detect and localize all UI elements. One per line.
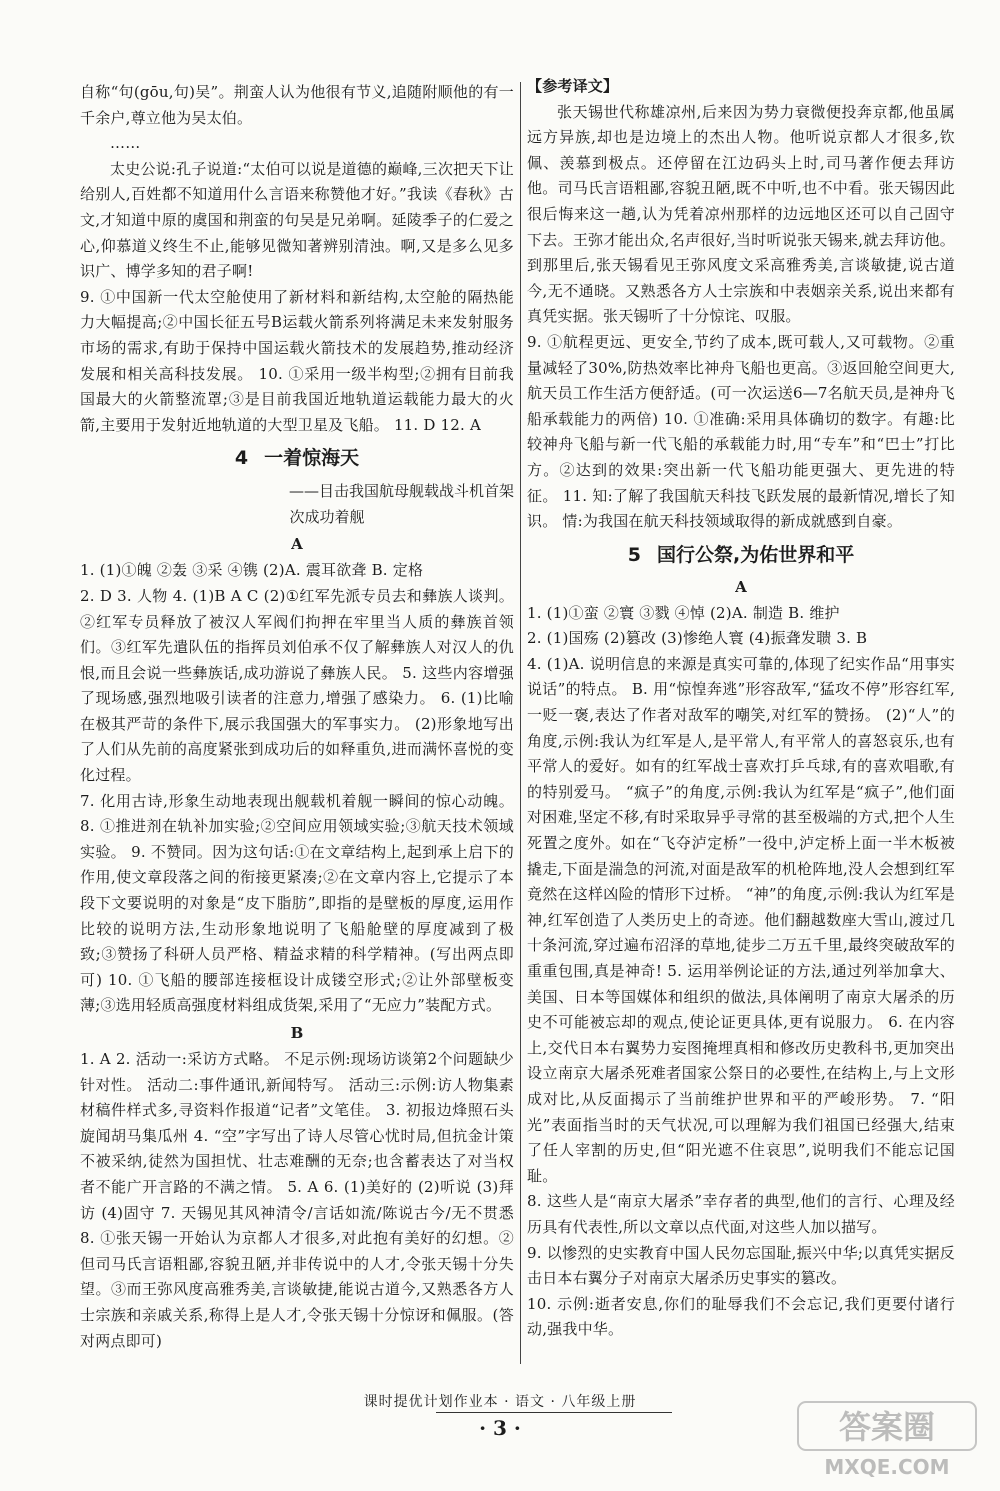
footer-rule — [436, 1412, 672, 1413]
left-para-2: 太史公说:孔子说道:“太伯可以说是道德的巅峰,三次把天下让给别人,百姓都不知道用什么言语来称赞他才好。”我读《春秋》古文,才知道中原的虞国和荆蛮的句吴是兄弟啊。延陵季子的仁爱之心,仰慕道义终生不止,能够见微知著辨别清浊。啊,又是多么见多识广、博学多知的君子啊! — [80, 159, 514, 281]
section-5-number: 5 — [627, 543, 641, 566]
left-para-3: 9. ①中国新一代太空舱使用了新材料和新结构,太空舱的隔热能力大幅提高;②中国长征五号B运载火箭系列将满足未来发射服务市场的需求,有助于保持中国运载火箭技术的发展趋势,推动经济发展和相关高科技发展。 10. ①采用一级半构型;②拥有目前我国最大的火箭整流罩;③是目前我国近地轨道运载能力最大的火箭,主要用于发射近地轨道的大型卫星及飞船。 11. D 12. A — [80, 287, 514, 434]
section-4-subtitle-line-1: ——目击我国航母舰载战斗机首架 — [288, 482, 514, 501]
part-a-label: A — [291, 535, 303, 554]
section-5-heading — [527, 541, 955, 569]
ellipsis: …… — [110, 134, 141, 153]
watermark-logo — [792, 1398, 982, 1482]
right-para-1: 张天锡世代称雄凉州,后来因为势力衰微便投奔京都,他虽属远方异族,却也是边境上的杰出人物。他听说京都人才很多,钦佩、羡慕到极点。还停留在江边码头上时,司马著作便去拜访他。司马氏言语粗鄙,容貌丑陋,既不中听,也不中看。张天锡因此很后悔来这一趟,认为凭着凉州那样的边远地区还可以自己固守下去。王弥才能出众,名声很好,当时听说张天锡来,就去拜访他。到那里后,张天锡看见王弥风度文采高雅秀美,言谈敏捷,说古道今,无不通晓。又熟悉各方人士宗族和中表姻亲关系,说出来都有真凭实据。张天锡听了十分惊诧、叹服。 — [527, 102, 955, 326]
column-divider — [520, 82, 521, 1364]
part-a-label-right: A — [735, 577, 747, 596]
left-para-4: 1. (1)①魄 ②轰 ③采 ④镌 (2)A. 震耳欲聋 B. 定格 2. D 3. 人物 4. (1)B A C (2)①红军先派专员去和彝族人谈判。②红军专员释放了被汉人军阀们拘押在牢里当人质的彝族首领们。③红军先遣队伍的指挥员刘伯承不仅了解彝族人对汉人的仇恨,而且会说一些彝族话,成功游说了彝族人民。 5. 这些内容增强了现场感,强烈地吸引读者的注意力,增强了感染力。 6. (1)比喻在极其严苛的条件下,展示我国强大的军事实力。 (2)形象地写出了人们从先前的高度紧张到成功后的如释重负,进而满怀喜悦的变化过程。 7. 化用古诗,形象生动地表现出舰载机着舰一瞬间的惊心动魄。 8. ①推进剂在轨补加实验;②空间应用领域实验;③航天技术领域实验。 9. 不赞同。因为这句话:①在文章结构上,起到承上启下的作用,使文章段落之间的衔接更紧凑;②在文章内容上,它提示了本段下文要说明的对象是“皮下脂肪”,即指的是壁板的厚度,运用作比较的说明方法,生动形象地说明了飞船舱壁的厚度减到了极致;③赞扬了科研人员严格、精益求精的科学精神。(写出两点即可) 10. ①飞船的腰部连接框设计成镂空形式;②让外部壁板变薄;③选用轻质高强度材料组成货架,采用了“无应力”装配方式。 — [80, 561, 514, 1015]
right-column — [527, 77, 955, 1343]
watermark-domain: MXQE.COM — [824, 1455, 950, 1479]
section-4-subtitle-line-2: 次成功着舰 — [289, 508, 365, 527]
right-para-3: 1. (1)①蛮 ②寰 ③戮 ④悼 (2)A. 制造 B. 维护 2. (1)国殇 (2)篡改 (3)惨绝人寰 (4)振聋发聩 3. B 4. (1)A. 说明信息的来源是真实可靠的,体现了纪实作品“用事实说话”的特点。 B. 用“惊惶奔逃”形容敌军,“猛攻不停”形容红军,一贬一褒,表达了作者对敌军的嘲笑,对红军的赞扬。 (2)“人”的角度,示例:我认为红军是人,是平常人,有平常人的喜怒哀乐,也有平常人的爱好。如有的红军战士喜欢打乒乓球,有的喜欢唱歌,有的特别爱马。 “疯子”的角度,示例:我认为红军是“疯子”,他们面对困难,坚定不移,有时采取异乎寻常的甚至极端的方式,把个人生死置之度外。如在“飞夺泸定桥”一役中,泸定桥上面一半木板被撬走,下面是湍急的河流,对面是敌军的机枪阵地,没人会想到红军竟然在这样凶险的情形下过桥。 “神”的角度,示例:我认为红军是神,红军创造了人类历史上的奇迹。他们翻越数座大雪山,渡过几十条河流,穿过遍布沼泽的草地,徒步二万五千里,最终突破敌军的重重包围,真是神奇! 5. 运用举例论证的方法,通过列举加拿大、美国、日本等国媒体和组织的做法,具体阐明了南京大屠杀的历史不可能被忘却的观点,使论证更具体,更有说服力。 6. 在内容上,交代日本右翼势力妄图掩埋真相和修改历史教科书,更加突出设立南京大屠杀死难者国家公祭日的必要性,在结构上,与上文形成对比,从反面揭示了当前维护世界和平的严峻形势。 7. “阳光”表面指当时的天气状况,可以理解为我们祖国已经强大,结束了任人宰割的历史,但“阳光遮不住哀思”,说明我们不能忘记国耻。 8. 这些人是“南京大屠杀”幸存者的典型,他们的言行、心理及经历具有代表性,所以文章以点代面,对这些人加以描写。 9. 以惨烈的史实教育中国人民勿忘国耻,振兴中华;以真凭实据反击日本右翼分子对南京大屠杀历史事实的篡改。 10. 示例:逝者安息,你们的耻辱我们不会忘记,我们更要付诸行动,强我中华。 — [527, 603, 955, 1339]
footer-book-title: 课时提优计划作业本 · 语文 · 八年级上册 — [363, 1394, 637, 1410]
part-b-label: B — [290, 1024, 304, 1042]
left-para-1: 自称“句(gōu,句)吴”。荆蛮人认为他很有节义,追随附顺他的有一千余户,尊立他为吴太伯。 — [80, 83, 514, 127]
reference-translation-heading: 【参考译文】 — [527, 77, 619, 95]
watermark-text: 答案圈 — [838, 1408, 936, 1446]
section-5-title: 国行公祭,为佑世界和平 — [657, 543, 855, 566]
right-para-2: 9. ①航程更远、更安全,节约了成本,既可载人,又可载物。②重量减轻了30%,防热效率比神舟飞船也更高。③返回舱空间更大,航天员工作生活方便舒适。(可一次运送6—7名航天员,是神舟飞船承载能力的两倍) 10. ①准确:采用具体确切的数字。有趣:比较神舟飞船与新一代飞船的承载能力时,用“专车”和“巴士”打比方。②达到的效果:突出新一代飞船功能更强大、更先进的特征。 11. 知:了解了我国航天科技飞跃发展的最新情况,增长了知识。 情:为我国在航天科技领域取得的新成就感到自豪。 — [527, 332, 955, 531]
left-column — [80, 80, 514, 1354]
section-4-number: 4 — [234, 447, 249, 470]
section-4-heading — [80, 444, 514, 472]
page-number: · 3 · — [479, 1416, 521, 1440]
section-4-title: 一着惊海天 — [264, 447, 360, 470]
left-para-5: 1. A 2. 活动一:采访方式略。 不足示例:现场访谈第2个问题缺少针对性。 活动二:事件通讯,新闻特写。 活动三:示例:访人物集素材稿件样式多,寻资料作报道“记者”文笔佳。 3. 初报边烽照石头 旋闻胡马集瓜州 4. “空”字写出了诗人尽管心忧时局,但抗金计策不被采纳,徒然为国担忧、壮志难酬的无奈;也含蓄表达了对当权者不能广开言路的不满之情。 5. A 6. (1)美好的 (2)听说 (3)拜访 (4)固守 7. 天锡见其风神清令/言话如流/陈说古今/无不贯悉 8. ①张天锡一开始认为京都人才很多,对此抱有美好的幻想。②但司马氏言语粗鄙,容貌丑陋,并非传说中的人才,令张天锡十分失望。③而王弥风度高雅秀美,言谈敏捷,能说古道今,又熟悉各方人士宗族和亲戚关系,称得上是人才,令张天锡十分惊讶和佩服。(答对两点即可) — [80, 1050, 514, 1350]
